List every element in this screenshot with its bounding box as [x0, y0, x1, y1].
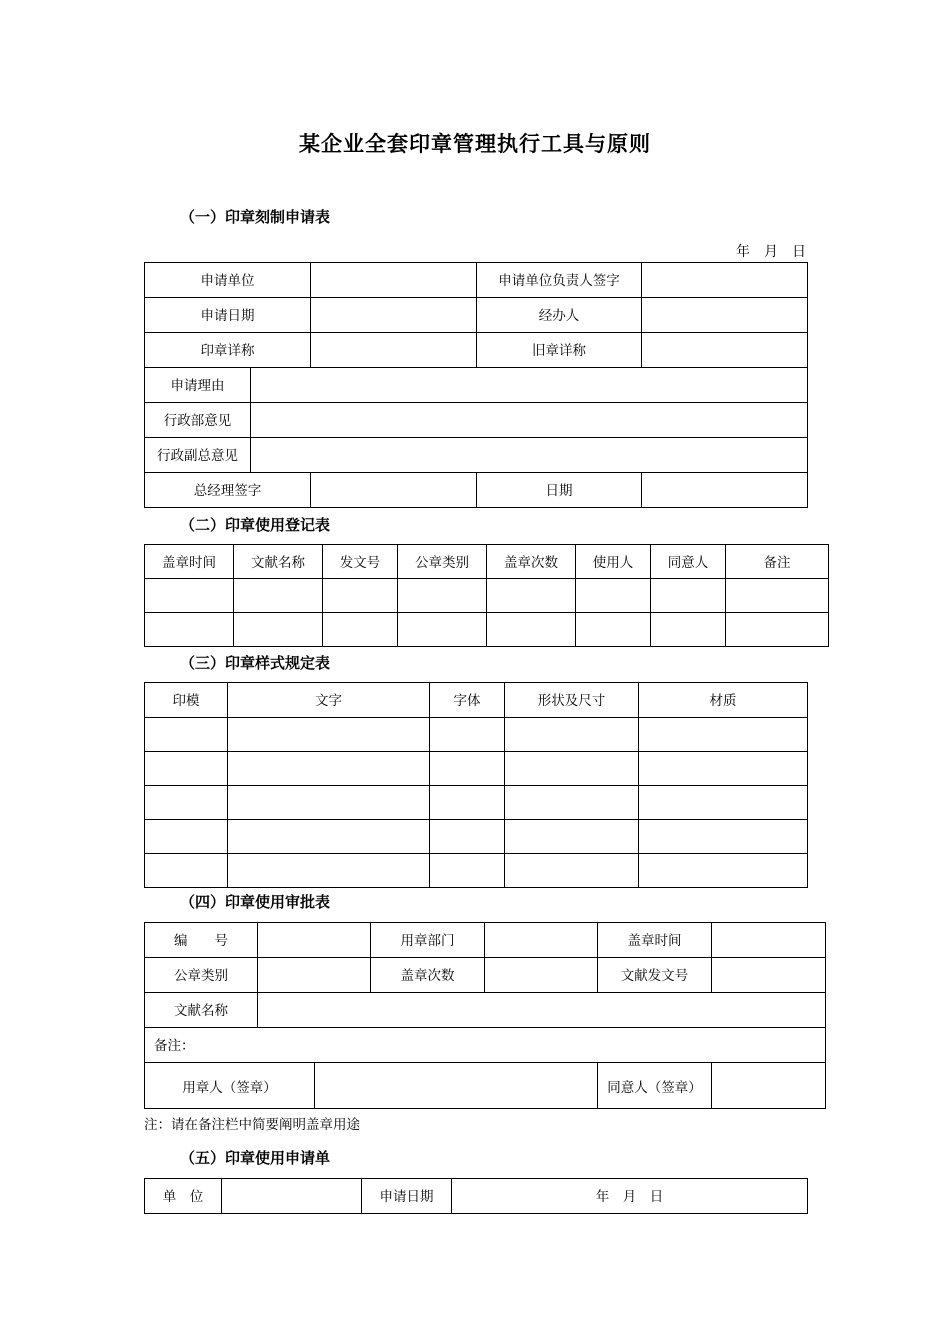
table-cell[interactable] [430, 752, 505, 786]
table-cell[interactable] [145, 854, 228, 888]
label-handler: 经办人 [477, 298, 642, 333]
table-cell[interactable] [651, 579, 726, 613]
table-cell[interactable] [228, 820, 430, 854]
table-cell[interactable] [398, 613, 487, 647]
table-cell[interactable] [430, 786, 505, 820]
field-serial[interactable] [258, 923, 371, 958]
table-cell[interactable] [145, 786, 228, 820]
field-unit[interactable] [222, 1179, 362, 1214]
page-title: 某企业全套印章管理执行工具与原则 [299, 131, 651, 156]
table-cell[interactable] [234, 579, 323, 613]
label-doc-name: 文献名称 [145, 993, 258, 1028]
column-header: 文献名称 [234, 545, 323, 579]
column-header: 材质 [639, 683, 808, 718]
column-header: 文字 [228, 683, 430, 718]
seal-usage-register-table [144, 544, 829, 647]
field-doc-number[interactable] [712, 958, 826, 993]
label-user-sign: 用章人（签章） [145, 1063, 315, 1109]
column-header: 公章类别 [398, 545, 487, 579]
table-cell[interactable] [726, 579, 829, 613]
table-cell[interactable] [234, 613, 323, 647]
field-date[interactable] [642, 473, 808, 508]
label-unit: 单 位 [145, 1179, 222, 1214]
table-cell[interactable] [505, 752, 639, 786]
seal-engraving-application-table [144, 262, 808, 508]
approval-note: 注：请在备注栏中简要阐明盖章用途 [144, 1117, 360, 1133]
label-reason: 申请理由 [145, 368, 251, 403]
table-cell[interactable] [228, 718, 430, 752]
table-cell[interactable] [487, 613, 576, 647]
label-old-seal-detail: 旧章详称 [477, 333, 642, 368]
label-gm-sign: 总经理签字 [145, 473, 311, 508]
table-cell[interactable] [228, 786, 430, 820]
table-cell[interactable] [576, 579, 651, 613]
table-row [145, 613, 829, 647]
label-date: 日期 [477, 473, 642, 508]
table-row [145, 854, 808, 888]
column-header: 盖章时间 [145, 545, 234, 579]
seal-style-spec-table [144, 682, 808, 888]
table-row [145, 718, 808, 752]
table-cell[interactable] [505, 820, 639, 854]
field-admin-opinion[interactable] [251, 403, 808, 438]
table-row [145, 579, 829, 613]
table-cell[interactable] [639, 718, 808, 752]
field-seal-type[interactable] [258, 958, 371, 993]
table-cell[interactable] [639, 854, 808, 888]
table-cell[interactable] [487, 579, 576, 613]
label-approver-sign: 同意人（签章） [598, 1063, 712, 1109]
label-apply-date: 申请日期 [362, 1179, 452, 1214]
column-header: 使用人 [576, 545, 651, 579]
section-heading-3: （三）印章样式规定表 [180, 654, 331, 672]
field-seal-detail[interactable] [311, 333, 477, 368]
table-row [145, 752, 808, 786]
label-admin-deputy-opinion: 行政副总意见 [145, 438, 251, 473]
field-old-seal-detail[interactable] [642, 333, 808, 368]
remark-field[interactable]: 备注： [145, 1028, 826, 1063]
field-apply-date[interactable] [311, 298, 477, 333]
column-header: 字体 [430, 683, 505, 718]
label-seal-type: 公章类别 [145, 958, 258, 993]
field-unit-head-sign[interactable] [642, 263, 808, 298]
table-cell[interactable] [576, 613, 651, 647]
table-row [145, 820, 808, 854]
table-cell[interactable] [323, 579, 398, 613]
label-doc-number: 文献发文号 [598, 958, 712, 993]
seal-usage-request-table [144, 1178, 808, 1214]
field-stamp-count[interactable] [485, 958, 598, 993]
table-cell[interactable] [639, 820, 808, 854]
table-cell[interactable] [145, 613, 234, 647]
label-unit-head-sign: 申请单位负责人签字 [477, 263, 642, 298]
label-stamp-count: 盖章次数 [371, 958, 485, 993]
table-row [145, 786, 808, 820]
field-gm-sign[interactable] [311, 473, 477, 508]
table-cell[interactable] [639, 786, 808, 820]
label-stamp-time: 盖章时间 [598, 923, 712, 958]
column-header: 盖章次数 [487, 545, 576, 579]
section-heading-1: （一）印章刻制申请表 [180, 208, 331, 226]
table-cell[interactable] [430, 820, 505, 854]
table-cell[interactable] [145, 752, 228, 786]
label-seal-detail: 印章详称 [145, 333, 311, 368]
field-apply-unit[interactable] [311, 263, 477, 298]
field-reason[interactable] [251, 368, 808, 403]
table-cell[interactable] [505, 786, 639, 820]
table-cell[interactable] [430, 854, 505, 888]
table-cell[interactable] [145, 718, 228, 752]
section-heading-4: （四）印章使用审批表 [180, 893, 331, 911]
field-approver-sign[interactable] [712, 1063, 826, 1109]
label-serial: 编 号 [145, 923, 258, 958]
column-header: 形状及尺寸 [505, 683, 639, 718]
table-cell[interactable] [398, 579, 487, 613]
field-date[interactable]: 年 月 日 [452, 1179, 808, 1214]
seal-usage-approval-table [144, 922, 826, 1109]
label-apply-date: 申请日期 [145, 298, 311, 333]
column-header: 印模 [145, 683, 228, 718]
field-doc-name[interactable] [258, 993, 826, 1028]
column-header: 发文号 [323, 545, 398, 579]
label-dept: 用章部门 [371, 923, 485, 958]
table-cell[interactable] [323, 613, 398, 647]
label-admin-opinion: 行政部意见 [145, 403, 251, 438]
field-user-sign[interactable] [315, 1063, 598, 1109]
table-cell[interactable] [505, 718, 639, 752]
column-header: 同意人 [651, 545, 726, 579]
column-header: 备注 [726, 545, 829, 579]
label-apply-unit: 申请单位 [145, 263, 311, 298]
table-cell[interactable] [430, 718, 505, 752]
table-cell[interactable] [145, 820, 228, 854]
field-dept[interactable] [485, 923, 598, 958]
table-cell[interactable] [651, 613, 726, 647]
form1-date: 年 月 日 [736, 244, 806, 260]
table-cell[interactable] [505, 854, 639, 888]
section-heading-5: （五）印章使用申请单 [180, 1149, 331, 1167]
field-handler[interactable] [642, 298, 808, 333]
section-heading-2: （二）印章使用登记表 [180, 516, 331, 534]
field-admin-deputy-opinion[interactable] [251, 438, 808, 473]
table-cell[interactable] [145, 579, 234, 613]
table-cell[interactable] [228, 752, 430, 786]
table-cell[interactable] [639, 752, 808, 786]
field-stamp-time[interactable] [712, 923, 826, 958]
table-cell[interactable] [228, 854, 430, 888]
table-cell[interactable] [726, 613, 829, 647]
